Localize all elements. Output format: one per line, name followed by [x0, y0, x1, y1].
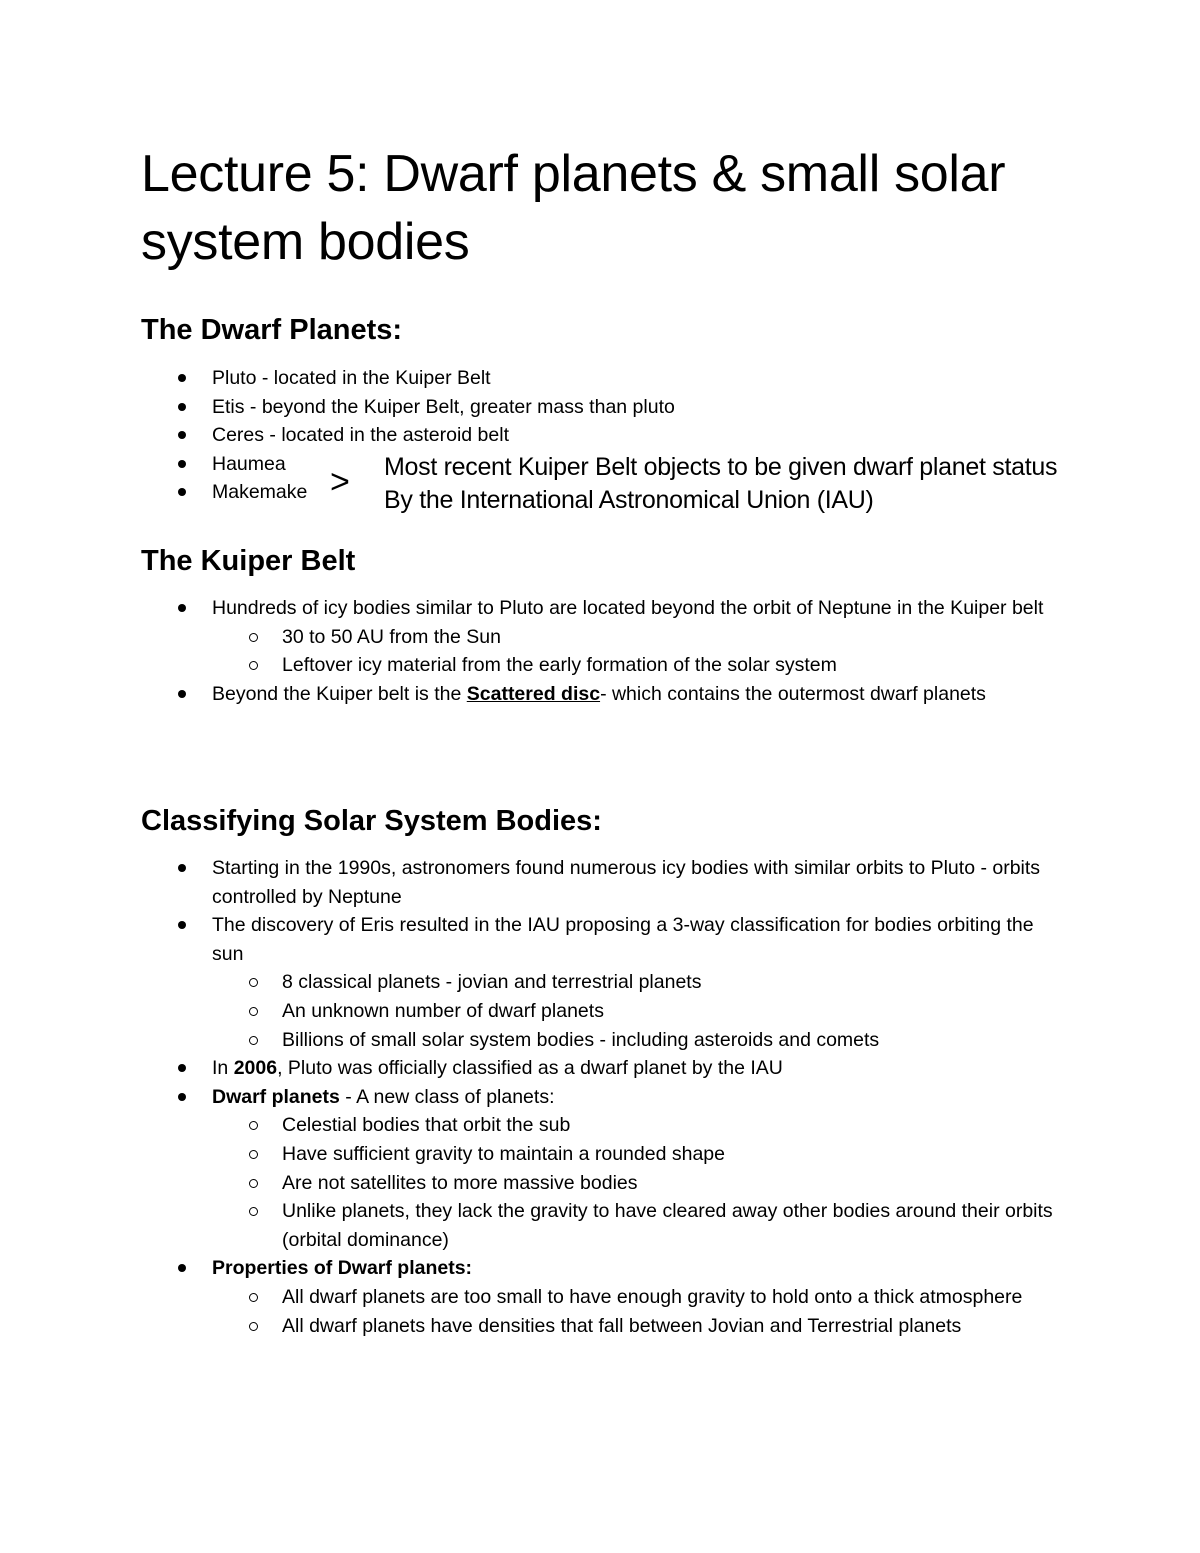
- hollow-bullet-icon: [249, 1207, 258, 1216]
- hollow-bullet-icon: [249, 1150, 258, 1159]
- sub-list-item: 30 to 50 AU from the Sun: [141, 623, 1061, 652]
- hollow-bullet-icon: [249, 633, 258, 642]
- bullet-icon: [178, 1064, 186, 1072]
- sub-list-item: Are not satellites to more massive bodies: [141, 1169, 1061, 1198]
- list-item: Etis - beyond the Kuiper Belt, greater mass than pluto: [141, 393, 1061, 422]
- hollow-bullet-icon: [249, 978, 258, 987]
- annotation-line-1: Most recent Kuiper Belt objects to be given dwarf planet status: [384, 453, 1058, 481]
- section-heading-kuiper-belt: The Kuiper Belt: [141, 545, 356, 577]
- list-item: Beyond the Kuiper belt is the Scattered disc- which contains the outermost dwarf planets: [141, 680, 1061, 709]
- list-item: Dwarf planets - A new class of planets:: [141, 1083, 1061, 1112]
- sub-list-item: All dwarf planets are too small to have enough gravity to hold onto a thick atmosphere: [141, 1283, 1061, 1312]
- hollow-bullet-icon: [249, 1293, 258, 1302]
- bullet-icon: [178, 1093, 186, 1101]
- bullet-icon: [178, 921, 186, 929]
- list-item: Pluto - located in the Kuiper Belt: [141, 364, 1061, 393]
- list-item: The discovery of Eris resulted in the IAU proposing a 3-way classification for bodies orbiting the sun: [141, 911, 1061, 968]
- page-title: Lecture 5: Dwarf planets & small solar system bodies: [141, 145, 1006, 271]
- bullet-icon: [178, 403, 186, 411]
- properties-heading: Properties of Dwarf planets:: [212, 1257, 473, 1280]
- bullet-icon: [178, 864, 186, 872]
- dwarf-planets-term: Dwarf planets: [212, 1085, 340, 1108]
- list-item: Makemake: [141, 478, 1061, 507]
- sub-list-item: All dwarf planets have densities that fall between Jovian and Terrestrial planets: [141, 1312, 1061, 1341]
- annotation-line-2: By the International Astronomical Union (IAU): [384, 486, 874, 514]
- hollow-bullet-icon: [249, 1036, 258, 1045]
- bullet-icon: [178, 690, 186, 698]
- year-2006: 2006: [233, 1057, 278, 1080]
- annotation-arrow: >: [330, 463, 350, 501]
- hollow-bullet-icon: [249, 661, 258, 670]
- bullet-icon: [178, 604, 186, 612]
- list-item: Ceres - located in the asteroid belt: [141, 421, 1061, 450]
- list-item: [141, 1254, 1061, 1283]
- list-item: In 2006, Pluto was officially classified as a dwarf planet by the IAU: [141, 1054, 1061, 1083]
- sub-list-item: 8 classical planets - jovian and terrestrial planets: [141, 968, 1061, 997]
- scattered-disc-term: Scattered disc: [466, 682, 601, 705]
- section-heading-dwarf-planets: The Dwarf Planets:: [141, 314, 403, 346]
- sub-list-item: Billions of small solar system bodies - including asteroids and comets: [141, 1026, 1061, 1055]
- section-heading-classifying: Classifying Solar System Bodies:: [141, 805, 602, 837]
- kuiper-belt-list: [141, 594, 1061, 708]
- hollow-bullet-icon: [249, 1322, 258, 1331]
- sub-list-item: Unlike planets, they lack the gravity to have cleared away other bodies around their orbits (orbital dominance): [141, 1197, 1061, 1254]
- bullet-icon: [178, 488, 186, 496]
- sub-list-item: Celestial bodies that orbit the sub: [141, 1111, 1061, 1140]
- list-item: Hundreds of icy bodies similar to Pluto are located beyond the orbit of Neptune in the Kuiper belt: [141, 594, 1061, 623]
- hollow-bullet-icon: [249, 1007, 258, 1016]
- sub-list-item: Leftover icy material from the early formation of the solar system: [141, 651, 1061, 680]
- annotation-note: [384, 451, 1057, 517]
- sub-list-item: Have sufficient gravity to maintain a rounded shape: [141, 1140, 1061, 1169]
- classifying-list: [141, 854, 1061, 1340]
- sub-list-item: An unknown number of dwarf planets: [141, 997, 1061, 1026]
- hollow-bullet-icon: [249, 1179, 258, 1188]
- bullet-icon: [178, 460, 186, 468]
- list-item: Haumea: [141, 450, 1061, 479]
- list-item: Starting in the 1990s, astronomers found numerous icy bodies with similar orbits to Pluto - orbits controlled by Neptune: [141, 854, 1061, 911]
- hollow-bullet-icon: [249, 1121, 258, 1130]
- bullet-icon: [178, 431, 186, 439]
- bullet-icon: [178, 1264, 186, 1272]
- bullet-icon: [178, 374, 186, 382]
